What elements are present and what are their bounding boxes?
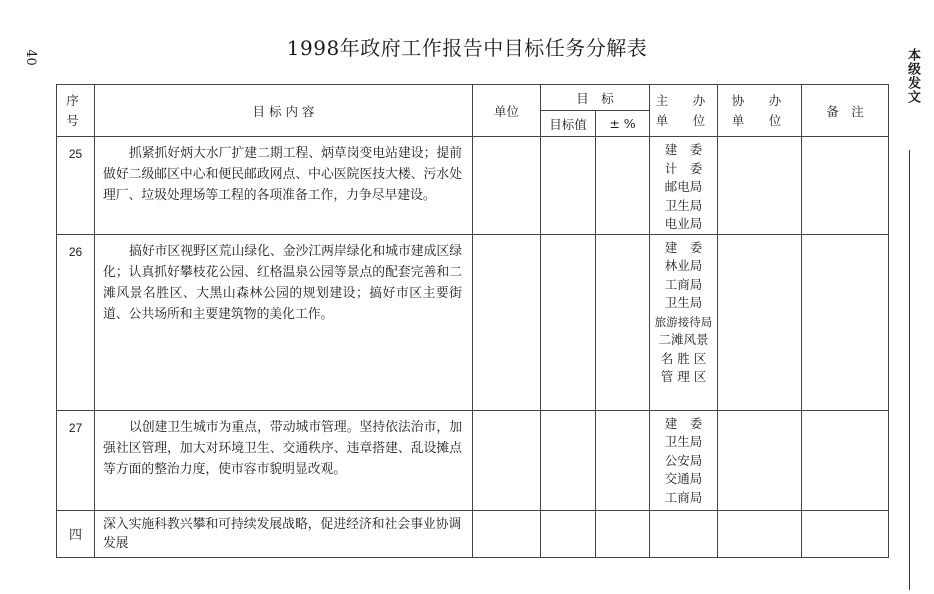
header-target: 目 标 xyxy=(541,85,650,111)
row-target-value xyxy=(541,234,596,410)
lead-unit: 卫生局 xyxy=(664,197,703,213)
row-content xyxy=(95,234,473,410)
header-assist xyxy=(718,85,802,137)
lead-unit: 交通局 xyxy=(664,471,703,486)
page-number: 40 xyxy=(22,49,38,66)
row-content-text: 以创建卫生城市为重点，带动城市管理。坚持依法治市，加强社区管理，加大对环境卫生、交通秩序、违章搭建、乱设摊点等方面的整治力度，使市容市貌明显改观。 xyxy=(103,419,462,477)
section-number: 四 xyxy=(57,510,95,557)
header-tolerance: ± % xyxy=(596,111,650,137)
section-tolerance xyxy=(596,510,650,557)
lead-unit: 公安局 xyxy=(664,452,703,468)
row-lead-units xyxy=(650,410,718,510)
section-lead xyxy=(650,510,718,557)
lead-unit: 二滩风景 xyxy=(658,332,709,347)
lead-unit: 计 委 xyxy=(664,160,703,176)
row-unit xyxy=(473,234,541,410)
header-seq-line2: 号 xyxy=(66,112,85,128)
lead-unit: 建 委 xyxy=(664,142,703,157)
header-assist-line1: 协 办 xyxy=(731,92,788,108)
section-assist xyxy=(718,510,802,557)
row-unit xyxy=(473,410,541,510)
header-row-1 xyxy=(57,85,889,111)
row-target-value xyxy=(541,410,596,510)
row-content-text: 搞好市区视野区荒山绿化、金沙江两岸绿化和城市建成区绿化；认真抓好攀枝花公园、红格温泉公园等景点的配套完善和二滩风景名胜区、大黑山森林公园的规划建设；搞好市区主要街道、公共场所和主要建筑物的美化工作。 xyxy=(103,243,462,322)
row-remarks xyxy=(802,234,889,410)
row-lead-units xyxy=(650,234,718,410)
section-remarks xyxy=(802,510,889,557)
header-assist-line2: 单 位 xyxy=(731,112,788,128)
row-assist-units xyxy=(718,234,802,410)
row-content-text: 抓紧抓好炳大水厂扩建二期工程、炳草岗变电站建设；提前做好二级邮区中心和便民邮政网点、中心医院医技大楼、污水处理厂、垃圾处理场等工程的各项准备工作，力争尽早建设。 xyxy=(103,146,462,203)
row-assist-units xyxy=(718,410,802,510)
row-tolerance xyxy=(596,234,650,410)
row-content xyxy=(95,410,473,510)
section-content: 深入实施科教兴攀和可持续发展战略，促进经济和社会事业协调发展 xyxy=(95,510,473,557)
header-lead-line1: 主 办 xyxy=(655,92,712,108)
header-content: 目 标 内 容 xyxy=(95,85,473,137)
lead-unit: 邮电局 xyxy=(664,179,703,194)
header-seq-line1: 序 xyxy=(66,92,85,108)
row-remarks xyxy=(802,410,889,510)
header-lead-line2: 单 位 xyxy=(655,112,712,128)
header-remarks: 备 注 xyxy=(802,85,889,137)
row-tolerance xyxy=(596,137,650,235)
table-row xyxy=(57,410,889,510)
lead-unit: 名 胜 区 xyxy=(660,350,707,366)
target-task-table xyxy=(56,84,889,558)
table-row xyxy=(57,234,889,410)
lead-unit: 管 理 区 xyxy=(660,369,707,384)
row-assist-units xyxy=(718,137,802,235)
side-rule xyxy=(909,150,910,590)
document-title: 1998年政府工作报告中目标任务分解表 xyxy=(286,36,648,60)
row-unit xyxy=(473,137,541,235)
row-remarks xyxy=(802,137,889,235)
section-unit xyxy=(473,510,541,557)
lead-unit: 旅游接待局 xyxy=(654,314,713,329)
row-number: 25 xyxy=(57,137,95,235)
lead-unit: 卫生局 xyxy=(664,434,703,449)
header-target-value: 目标值 xyxy=(541,111,596,137)
header-lead xyxy=(650,85,718,137)
table-row xyxy=(57,137,889,235)
lead-unit: 工商局 xyxy=(664,276,703,292)
row-content xyxy=(95,137,473,235)
lead-unit: 工商局 xyxy=(664,489,703,505)
section-row xyxy=(57,510,889,557)
lead-unit: 建 委 xyxy=(664,239,703,255)
side-label: 本级发文 xyxy=(905,48,920,104)
header-seq xyxy=(57,85,95,137)
lead-unit: 卫生局 xyxy=(664,295,703,310)
row-number: 26 xyxy=(57,234,95,410)
row-number: 27 xyxy=(57,410,95,510)
row-lead-units xyxy=(650,137,718,235)
row-tolerance xyxy=(596,410,650,510)
lead-unit: 电业局 xyxy=(664,216,703,231)
section-target-value xyxy=(541,510,596,557)
lead-unit: 林业局 xyxy=(664,258,703,273)
row-target-value xyxy=(541,137,596,235)
header-unit: 单位 xyxy=(473,85,541,137)
lead-unit: 建 委 xyxy=(664,415,703,431)
